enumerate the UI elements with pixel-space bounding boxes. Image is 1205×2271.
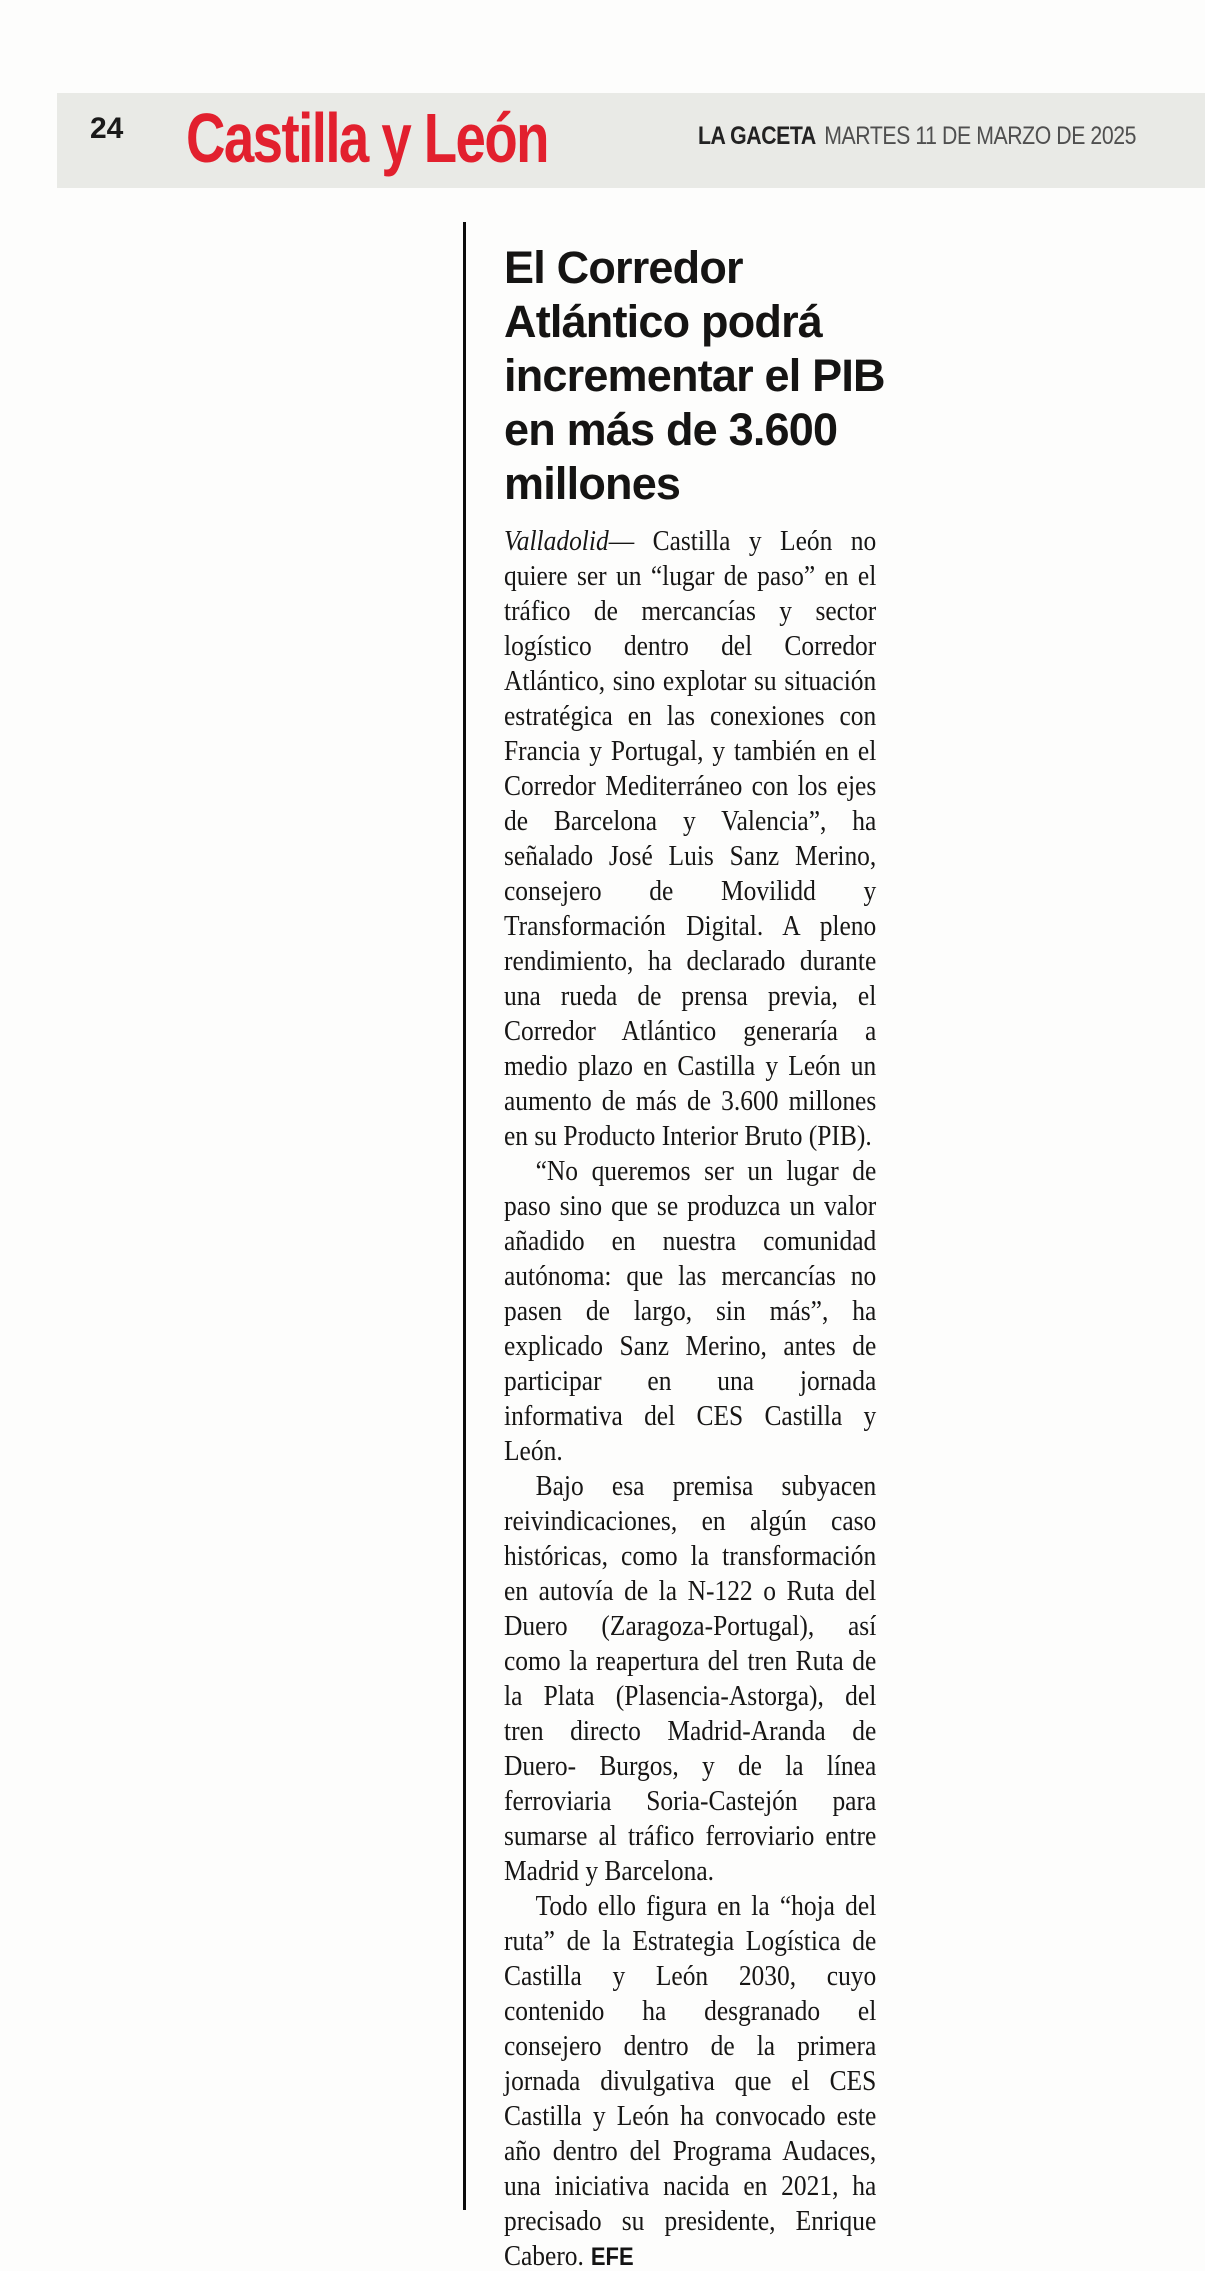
article-paragraph <box>504 1469 876 1889</box>
brand-name: LA GACETA <box>698 122 816 150</box>
article-paragraph <box>504 524 876 1154</box>
article-paragraph <box>504 1154 876 1469</box>
dateline: Valladolid <box>504 525 609 557</box>
section-title: Castilla y León <box>186 99 548 177</box>
page-number: 24 <box>90 112 124 145</box>
article-paragraph <box>504 1889 876 2271</box>
article-headline: El Corredor Atlántico podrá incrementar el PIB en más de 3.600 millones <box>504 242 885 510</box>
column-rule-divider <box>463 222 466 2210</box>
paragraph-text: — Castilla y León no quiere ser un “lugar de paso” en el tráfico de mercancías y sector logístico dentro del Corredor Atlántico, sino explotar su situación estratégica en las conexiones con Francia y Portugal, y también en el Corredor Mediterráneo con los ejes de Barcelona y Valencia”, ha señalado José Luis Sanz Merino, consejero de Movilidd y Transformación Digital. A pleno rendimiento, ha declarado durante una rueda de prensa previa, el Corredor Atlántico generaría a medio plazo en Castilla y León un aumento de más de 3.600 millones en su Producto Interior Bruto (PIB). <box>504 525 877 1152</box>
masthead <box>698 121 1136 151</box>
paragraph-text: Bajo esa premisa subyacen reivindicaciones, en algún caso históricas, como la transformación en autovía de la N-122 o Ruta del Duero (Zaragoza-Portugal), así como la reapertura del tren Ruta de la Plata (Plasencia-Astorga), del tren directo Madrid-Aranda de Duero- Burgos, y de la línea ferroviaria Soria-Castejón para sumarse al tráfico ferroviario entre Madrid y Barcelona. <box>504 1470 877 1887</box>
paragraph-text: “No queremos ser un lugar de paso sino que se produzca un valor añadido en nuestra comunidad autónoma: que las mercancías no pasen de largo, sin más”, ha explicado Sanz Merino, antes de participar en una jornada informativa del CES Castilla y León. <box>504 1155 877 1467</box>
wire-signature: EFE <box>590 2243 634 2271</box>
paragraph-text: Todo ello figura en la “hoja del ruta” de la Estrategia Logística de Castilla y León 2030, cuyo contenido ha desgranado el consejero dentro de la primera jornada divulgativa que el CES Castilla y León ha convocado este año dentro del Programa Audaces, una iniciativa nacida en 2021, ha precisado su presidente, Enrique Cabero. <box>504 1890 877 2271</box>
issue-date: MARTES 11 DE MARZO DE 2025 <box>824 122 1137 150</box>
article-body <box>504 524 876 2271</box>
